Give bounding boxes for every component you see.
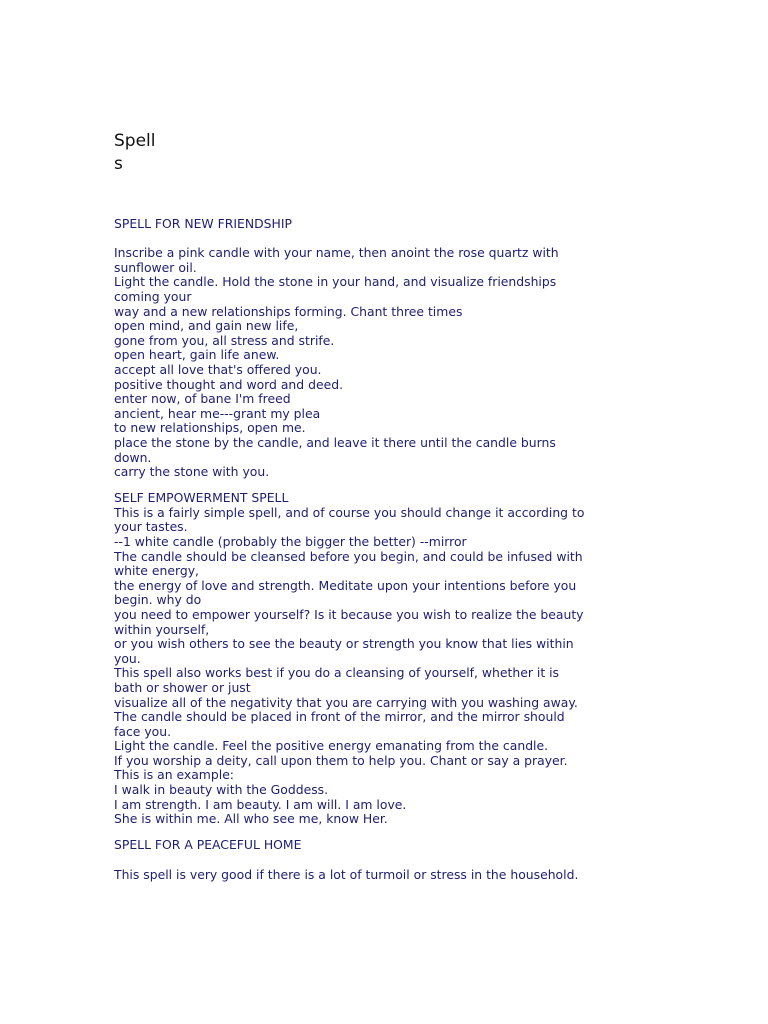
text-line: She is within me. All who see me, know Her. (114, 811, 388, 827)
text-line: Light the candle. Feel the positive energy emanating from the candle. (114, 738, 549, 754)
text-line: open heart, gain life anew. (114, 347, 280, 363)
text-line: carry the stone with you. (114, 464, 270, 480)
text-line: enter now, of bane I'm freed (114, 391, 291, 407)
text-line: This is a fairly simple spell, and of course you should change it according to (114, 504, 585, 520)
section-new-friendship (114, 217, 659, 480)
section-heading: SELF EMPOWERMENT SPELL (114, 490, 289, 506)
text-line: visualize all of the negativity that you are carrying with you washing away. (114, 694, 578, 710)
text-line: within yourself, (114, 621, 210, 637)
text-line: or you wish others to see the beauty or strength you know that lies within (114, 636, 574, 652)
text-line: face you. (114, 723, 172, 739)
text-line: This spell is very good if there is a lot of turmoil or stress in the household. (114, 866, 579, 882)
text-line: you need to empower yourself? Is it because you wish to realize the beauty (114, 606, 584, 622)
title-line-2: s (114, 154, 123, 174)
text-line: white energy, (114, 563, 199, 579)
text-line: --1 white candle (probably the bigger the better) --mirror (114, 533, 467, 549)
text-line: Light the candle. Hold the stone in your hand, and visualize friendships (114, 274, 557, 290)
document-title (114, 130, 174, 176)
text-line: gone from you, all stress and strife. (114, 332, 335, 348)
text-line: you. (114, 650, 141, 666)
text-line: place the stone by the candle, and leave it there until the candle burns (114, 434, 556, 450)
section-peaceful-home (114, 838, 659, 882)
title-line-1: Spell (114, 131, 156, 151)
text-line: I am strength. I am beauty. I am will. I am love. (114, 796, 407, 812)
text-line: open mind, and gain new life, (114, 318, 299, 334)
document-body (114, 217, 659, 882)
text-line: This spell also works best if you do a cleansing of yourself, whether it is (114, 665, 560, 681)
text-line: way and a new relationships forming. Chant three times (114, 303, 463, 319)
text-line: down. (114, 449, 152, 465)
text-line: I walk in beauty with the Goddess. (114, 782, 329, 798)
text-line: accept all love that's offered you. (114, 361, 322, 377)
text-line: positive thought and word and deed. (114, 376, 344, 392)
text-line: bath or shower or just (114, 679, 251, 695)
text-line: to new relationships, open me. (114, 420, 306, 436)
section-self-empowerment (114, 491, 659, 827)
text-line: If you worship a deity, call upon them to help you. Chant or say a prayer. (114, 752, 568, 768)
text-line: The candle should be cleansed before you begin, and could be infused with (114, 548, 583, 564)
text-line: the energy of love and strength. Meditate upon your intentions before you (114, 577, 577, 593)
text-line: Inscribe a pink candle with your name, then anoint the rose quartz with (114, 245, 559, 261)
text-line: This is an example: (114, 767, 234, 783)
text-line: sunflower oil. (114, 259, 197, 275)
section-heading: SPELL FOR NEW FRIENDSHIP (114, 216, 292, 231)
text-line: your tastes. (114, 519, 188, 535)
text-line: ancient, hear me---grant my plea (114, 405, 321, 421)
text-line: The candle should be placed in front of the mirror, and the mirror should (114, 709, 565, 725)
section-heading: SPELL FOR A PEACEFUL HOME (114, 837, 302, 853)
text-line: coming your (114, 288, 192, 304)
text-line: begin. why do (114, 592, 202, 608)
